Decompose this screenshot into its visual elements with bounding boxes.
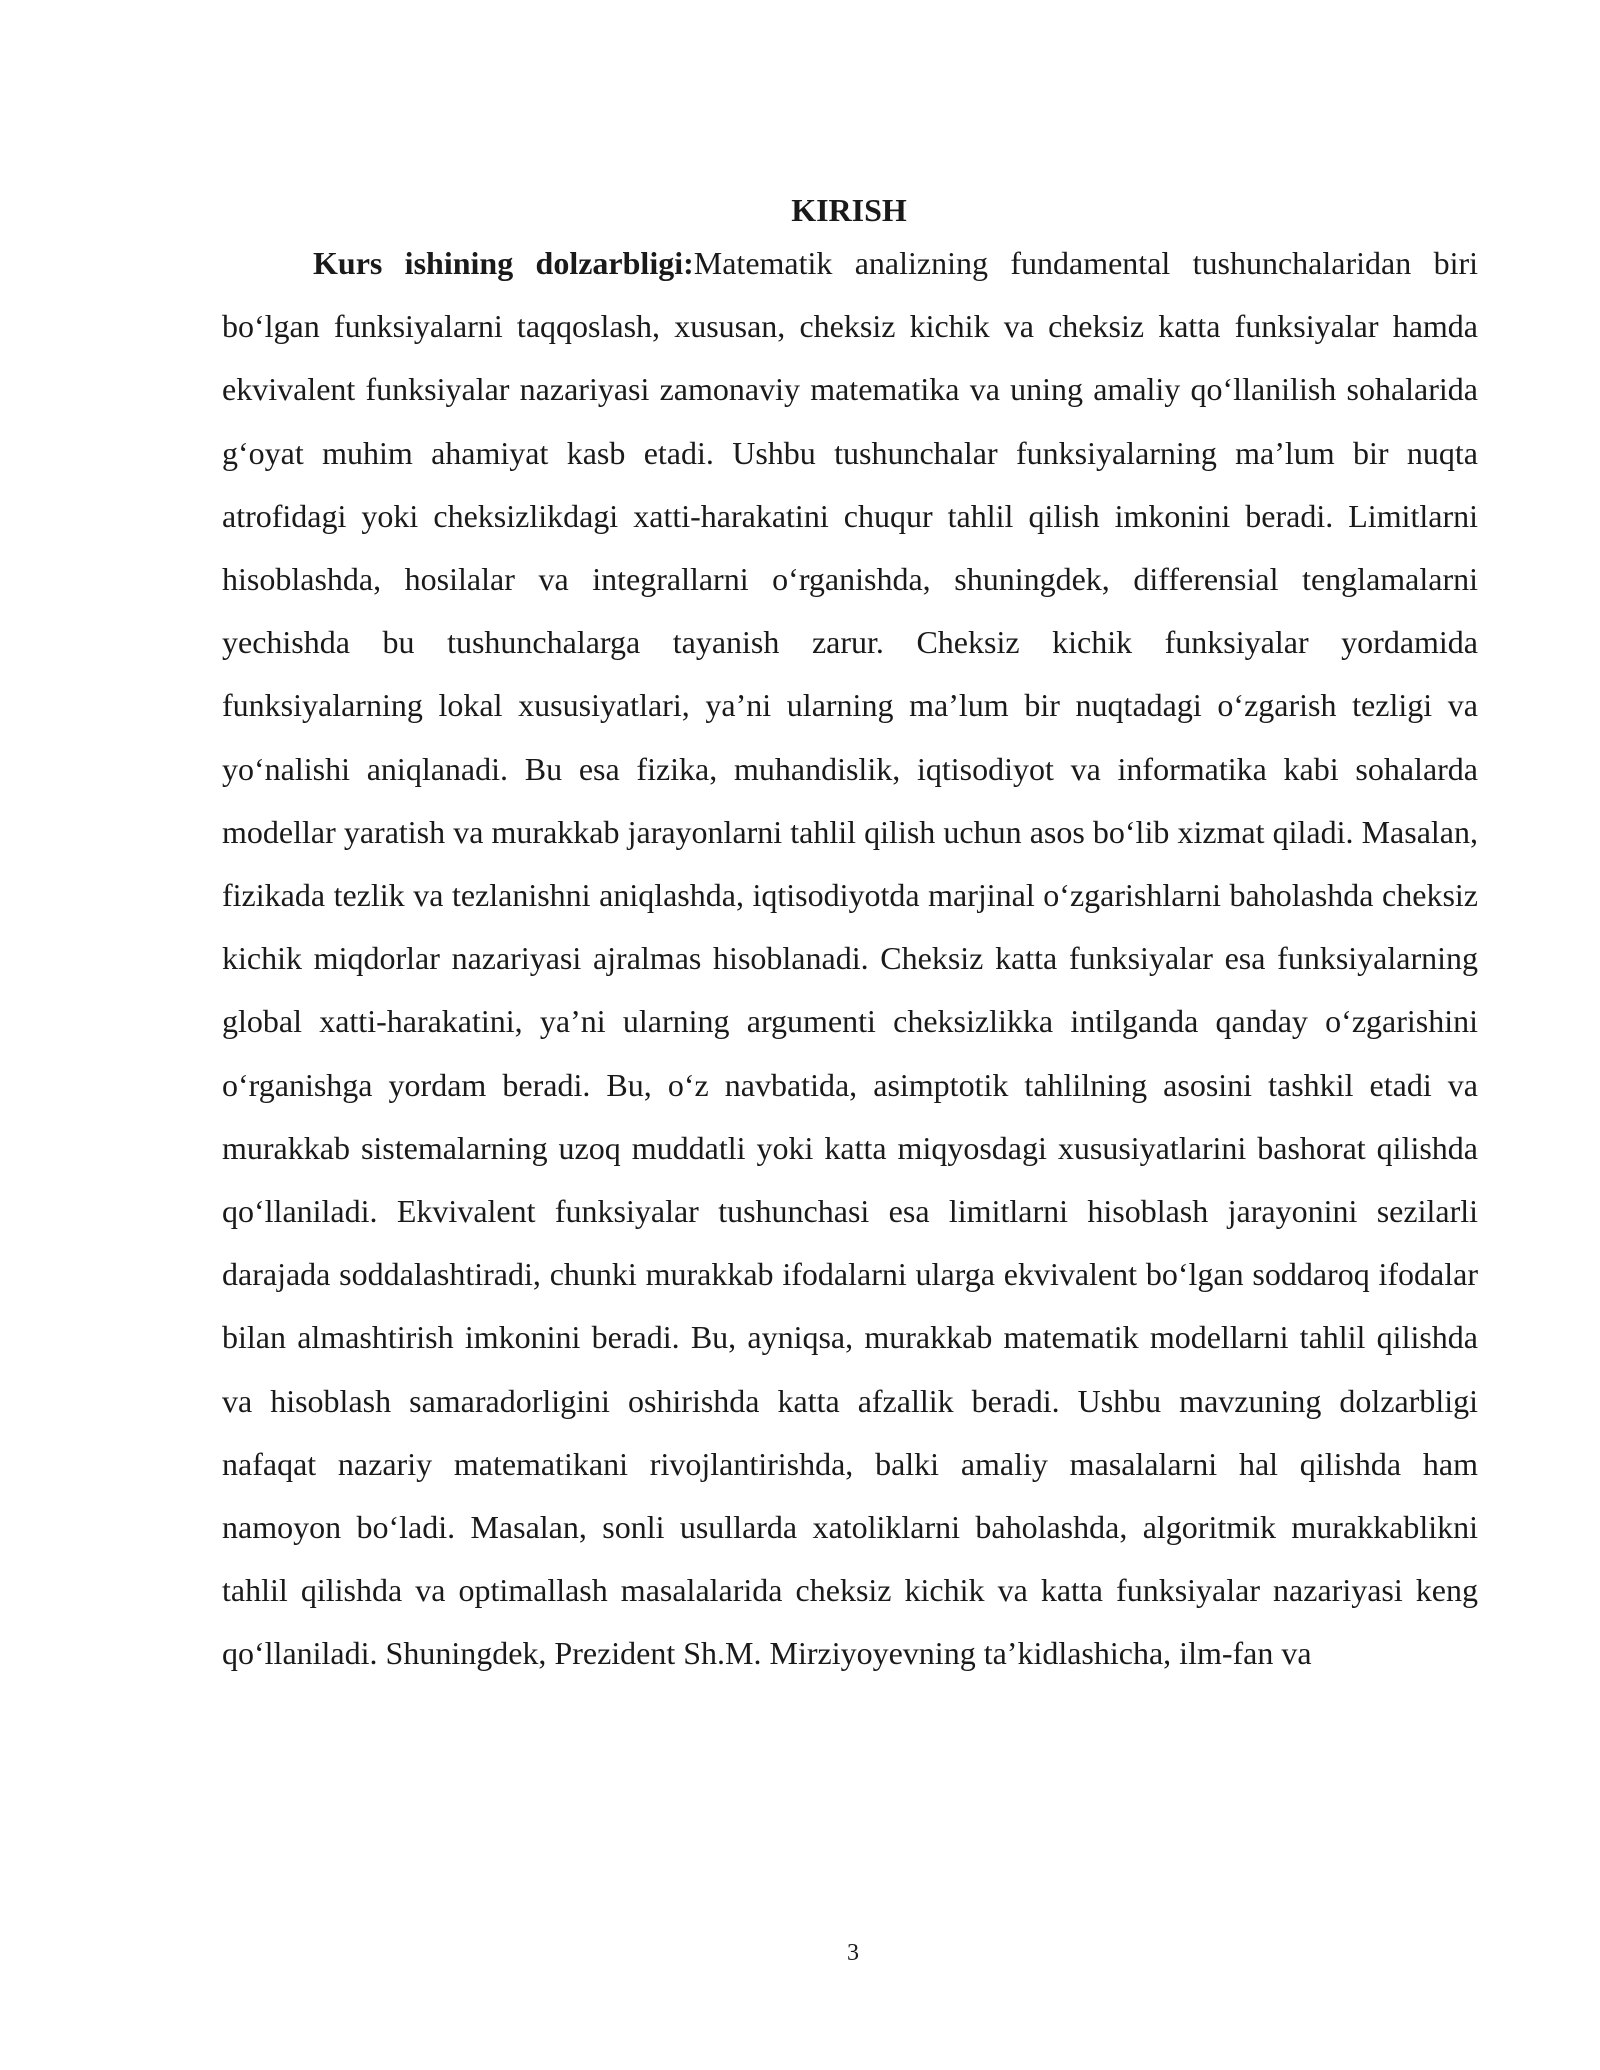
paragraph-text: Matematik analizning fundamental tushunchalaridan biri bo‘lgan funksiyalarni taqqoslash, xususan, cheksiz kichik va cheksiz katta funksiyalar hamda ekvivalent funksiyalar nazariyasi zamonaviy matematika va uning amaliy qo‘llanilish sohalarida g‘oyat muhim ahamiyat kasb etadi. Ushbu tushunchalar funksiyalarning ma’lum bir nuqta atrofidagi yoki cheksizlikdagi xatti-harakatini chuqur tahlil qilish imkonini beradi. Limitlarni hisoblashda, hosilalar va integrallarni o‘rganishda, shuningdek, differensial tenglamalarni yechishda bu tushunchalarga tayanish zarur. Cheksiz kichik funksiyalar yordamida funksiyalarning lokal xususiyatlari, ya’ni ularning ma’lum bir nuqtadagi o‘zgarish tezligi va yo‘nalishi aniqlanadi. Bu esa fizika, muhandislik, iqtisodiyot va informatika kabi sohalarda modellar yaratish va murakkab jarayonlarni tahlil qilish uchun asos bo‘lib xizmat qiladi. Masalan, fizikada tezlik va tezlanishni aniqlashda, iqtisodiyotda marjinal o‘zgarishlarni baholashda cheksiz kichik miqdorlar nazariyasi ajralmas hisoblanadi. Cheksiz katta funksiyalar esa funksiyalarning global xatti-harakatini, ya’ni ularning argumenti cheksizlikka intilganda qanday o‘zgarishini o‘rganishga yordam beradi. Bu, o‘z navbatida, asimptotik tahlilning asosini tashkil etadi va murakkab sistemalarning uzoq muddatli yoki katta miqyosdagi xususiyatlarini bashorat qilishda qo‘llaniladi. Ekvivalent funksiyalar tushunchasi esa limitlarni hisoblash jarayonini sezilarli darajada soddalashtiradi, chunki murakkab ifodalarni ularga ekvivalent bo‘lgan soddaroq ifodalar bilan almashtirish imkonini beradi. Bu, ayniqsa, murakkab matematik modellarni tahlil qilishda va hisoblash samaradorligini oshirishda katta afzallik beradi. Ushbu mavzuning dolzarbligi nafaqat nazariy matematikani rivojlantirishda, balki amaliy masalalarni hal qilishda ham namoyon bo‘ladi. Masalan, sonli usullarda xatoliklarni baholashda, algoritmik murakkablikni tahlil qilishda va optimallash masalalarida cheksiz kichik va katta funksiyalar nazariyasi keng qo‘llaniladi. Shuningdek, Prezident Sh.M. Mirziyoyevning ta’kidlashicha, ilm-fan va: [222, 245, 1479, 1672]
paragraph-lead: Kurs ishining dolzarbligi:: [313, 245, 694, 281]
body-paragraph: [222, 232, 1478, 1686]
page-number: 3: [847, 1940, 859, 1966]
section-heading: KIRISH: [791, 192, 907, 228]
